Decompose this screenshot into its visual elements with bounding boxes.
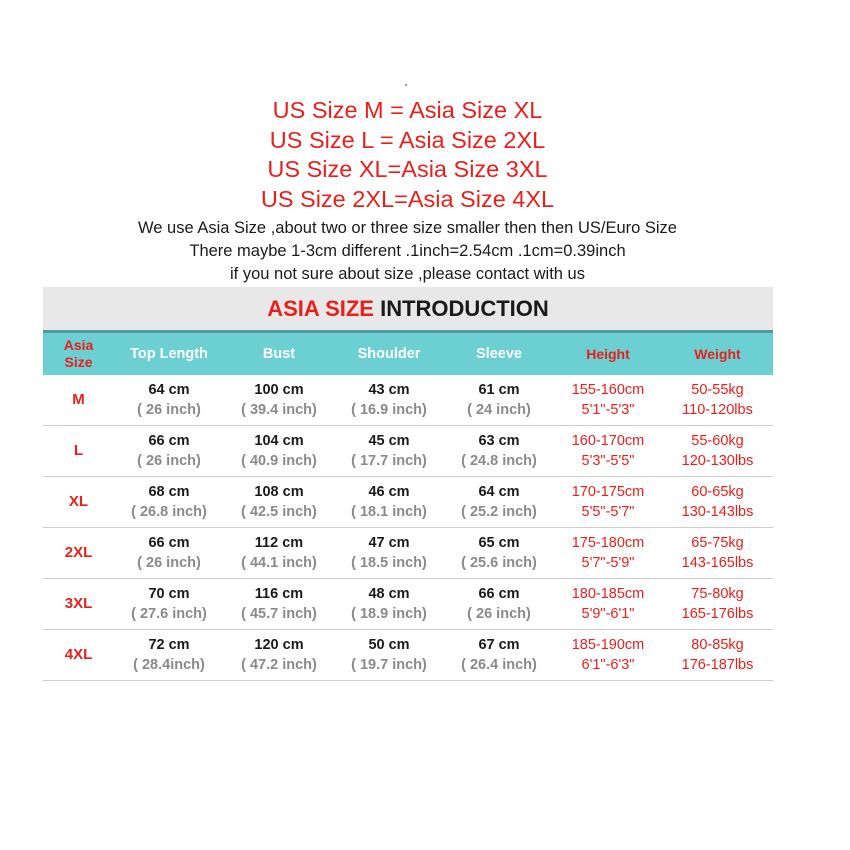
table-row-l bbox=[43, 426, 773, 477]
cell-shoulder bbox=[334, 477, 444, 528]
banner-title-red: ASIA SIZE bbox=[267, 296, 374, 321]
top-length-inch: ( 28.4inch) bbox=[133, 657, 205, 673]
conversion-line-l: US Size L = Asia Size 2XL bbox=[269, 126, 546, 153]
header-sleeve: Sleeve bbox=[444, 333, 554, 375]
cell-height bbox=[554, 426, 662, 477]
cell-sleeve bbox=[444, 579, 554, 630]
sleeve-inch: ( 24 inch) bbox=[467, 402, 531, 418]
height-ft: 6'1"-6'3" bbox=[581, 657, 635, 673]
cell-sleeve bbox=[444, 375, 554, 426]
cell-bust bbox=[224, 426, 334, 477]
row-size-label: L bbox=[43, 426, 114, 477]
bust-cm: 104 cm bbox=[254, 433, 304, 449]
weight-lbs: 165-176lbs bbox=[681, 606, 754, 622]
row-size-label: 4XL bbox=[43, 630, 114, 681]
shoulder-inch: ( 19.7 inch) bbox=[351, 657, 427, 673]
table-header-row bbox=[43, 333, 773, 375]
cell-weight bbox=[662, 477, 773, 528]
height-cm: 180-185cm bbox=[571, 586, 645, 602]
header-asia-size-line2: Size bbox=[64, 354, 93, 370]
bust-cm: 112 cm bbox=[254, 535, 304, 551]
shoulder-cm: 48 cm bbox=[368, 586, 410, 602]
bust-cm: 108 cm bbox=[254, 484, 304, 500]
cell-sleeve bbox=[444, 630, 554, 681]
weight-kg: 55-60kg bbox=[691, 433, 744, 449]
weight-kg: 50-55kg bbox=[691, 382, 744, 398]
height-cm: 175-180cm bbox=[571, 535, 645, 551]
top-length-inch: ( 26 inch) bbox=[137, 402, 201, 418]
height-cm: 170-175cm bbox=[571, 484, 645, 500]
cell-bust bbox=[224, 630, 334, 681]
header-shoulder: Shoulder bbox=[334, 333, 444, 375]
cell-top-length bbox=[114, 426, 224, 477]
weight-lbs: 130-143lbs bbox=[681, 504, 754, 520]
shoulder-inch: ( 18.5 inch) bbox=[351, 555, 427, 571]
cell-bust bbox=[224, 528, 334, 579]
cell-top-length bbox=[114, 630, 224, 681]
table-row-xl bbox=[43, 477, 773, 528]
cell-height bbox=[554, 375, 662, 426]
cell-height bbox=[554, 630, 662, 681]
top-length-cm: 72 cm bbox=[148, 637, 190, 653]
cell-bust bbox=[224, 579, 334, 630]
height-ft: 5'1"-5'3" bbox=[581, 402, 635, 418]
sleeve-cm: 63 cm bbox=[478, 433, 520, 449]
bust-inch: ( 45.7 inch) bbox=[241, 606, 317, 622]
table-row-m bbox=[43, 375, 773, 426]
top-length-cm: 66 cm bbox=[148, 535, 190, 551]
table-title-banner bbox=[43, 287, 773, 330]
cell-shoulder bbox=[334, 630, 444, 681]
weight-kg: 75-80kg bbox=[691, 586, 744, 602]
banner-title-dark: INTRODUCTION bbox=[380, 296, 549, 321]
sleeve-cm: 66 cm bbox=[478, 586, 520, 602]
top-length-cm: 64 cm bbox=[148, 382, 190, 398]
cell-weight bbox=[662, 579, 773, 630]
header-bust: Bust bbox=[224, 333, 334, 375]
conversion-line-m: US Size M = Asia Size XL bbox=[272, 97, 543, 123]
bust-inch: ( 39.4 inch) bbox=[241, 402, 317, 418]
size-notes bbox=[0, 217, 815, 286]
weight-lbs: 120-130lbs bbox=[681, 453, 754, 469]
top-length-cm: 70 cm bbox=[148, 586, 190, 602]
cell-sleeve bbox=[444, 528, 554, 579]
cell-bust bbox=[224, 375, 334, 426]
sleeve-cm: 65 cm bbox=[478, 535, 520, 551]
shoulder-cm: 47 cm bbox=[368, 535, 410, 551]
cell-height bbox=[554, 579, 662, 630]
top-length-cm: 68 cm bbox=[148, 484, 190, 500]
sleeve-cm: 67 cm bbox=[478, 637, 520, 653]
top-length-inch: ( 26 inch) bbox=[137, 453, 201, 469]
note-asia-size: We use Asia Size ,about two or three size smaller then then US/Euro Size bbox=[138, 219, 677, 237]
sleeve-inch: ( 25.6 inch) bbox=[461, 555, 537, 571]
weight-kg: 60-65kg bbox=[691, 484, 744, 500]
height-ft: 5'3"-5'5" bbox=[581, 453, 635, 469]
conversion-line-2xl: US Size 2XL=Asia Size 4XL bbox=[260, 185, 555, 212]
height-cm: 155-160cm bbox=[571, 382, 645, 398]
shoulder-inch: ( 18.9 inch) bbox=[351, 606, 427, 622]
sleeve-inch: ( 24.8 inch) bbox=[461, 453, 537, 469]
table-row-2xl bbox=[43, 528, 773, 579]
sleeve-cm: 64 cm bbox=[478, 484, 520, 500]
weight-lbs: 176-187lbs bbox=[681, 657, 754, 673]
sleeve-cm: 61 cm bbox=[478, 382, 520, 398]
height-cm: 160-170cm bbox=[571, 433, 645, 449]
row-size-label: 2XL bbox=[43, 528, 114, 579]
row-size-label: XL bbox=[43, 477, 114, 528]
bust-cm: 116 cm bbox=[254, 586, 304, 602]
note-tolerance: There maybe 1-3cm different .1inch=2.54cm .1cm=0.39inch bbox=[189, 242, 626, 260]
cell-sleeve bbox=[444, 426, 554, 477]
cell-bust bbox=[224, 477, 334, 528]
cell-weight bbox=[662, 375, 773, 426]
top-length-inch: ( 26 inch) bbox=[137, 555, 201, 571]
header-top-length: Top Length bbox=[114, 333, 224, 375]
cell-shoulder bbox=[334, 528, 444, 579]
weight-kg: 80-85kg bbox=[691, 637, 744, 653]
shoulder-cm: 45 cm bbox=[368, 433, 410, 449]
row-size-label: M bbox=[43, 375, 114, 426]
cell-height bbox=[554, 477, 662, 528]
cell-top-length bbox=[114, 528, 224, 579]
cell-top-length bbox=[114, 579, 224, 630]
table-row-4xl bbox=[43, 630, 773, 681]
sleeve-inch: ( 26.4 inch) bbox=[461, 657, 537, 673]
height-ft: 5'9"-6'1" bbox=[581, 606, 635, 622]
bust-cm: 120 cm bbox=[254, 637, 304, 653]
shoulder-cm: 50 cm bbox=[368, 637, 410, 653]
decorative-dot bbox=[405, 84, 407, 86]
shoulder-inch: ( 17.7 inch) bbox=[351, 453, 427, 469]
sleeve-inch: ( 26 inch) bbox=[467, 606, 531, 622]
cell-height bbox=[554, 528, 662, 579]
row-size-label: 3XL bbox=[43, 579, 114, 630]
shoulder-inch: ( 18.1 inch) bbox=[351, 504, 427, 520]
weight-kg: 65-75kg bbox=[691, 535, 744, 551]
cell-weight bbox=[662, 630, 773, 681]
cell-top-length bbox=[114, 375, 224, 426]
conversion-line-xl: US Size XL=Asia Size 3XL bbox=[267, 156, 548, 182]
bust-inch: ( 42.5 inch) bbox=[241, 504, 317, 520]
weight-lbs: 110-120lbs bbox=[682, 402, 753, 418]
shoulder-cm: 46 cm bbox=[368, 484, 410, 500]
bust-inch: ( 44.1 inch) bbox=[241, 555, 317, 571]
cell-weight bbox=[662, 528, 773, 579]
height-cm: 185-190cm bbox=[571, 637, 645, 653]
header-asia-size-line1: Asia bbox=[63, 337, 94, 353]
weight-lbs: 143-165lbs bbox=[681, 555, 754, 571]
bust-inch: ( 47.2 inch) bbox=[241, 657, 317, 673]
header-height: Height bbox=[554, 333, 662, 375]
cell-shoulder bbox=[334, 426, 444, 477]
sleeve-inch: ( 25.2 inch) bbox=[461, 504, 537, 520]
shoulder-cm: 43 cm bbox=[368, 382, 410, 398]
size-conversion-headlines bbox=[0, 96, 815, 214]
bust-cm: 100 cm bbox=[254, 382, 304, 398]
header-asia-size bbox=[43, 333, 114, 375]
cell-shoulder bbox=[334, 579, 444, 630]
top-length-inch: ( 27.6 inch) bbox=[131, 606, 207, 622]
height-ft: 5'7"-5'9" bbox=[581, 555, 635, 571]
note-contact: if you not sure about size ,please contact with us bbox=[230, 265, 585, 283]
header-weight: Weight bbox=[662, 333, 773, 375]
shoulder-inch: ( 16.9 inch) bbox=[351, 402, 427, 418]
cell-top-length bbox=[114, 477, 224, 528]
height-ft: 5'5"-5'7" bbox=[581, 504, 635, 520]
cell-shoulder bbox=[334, 375, 444, 426]
size-chart-table bbox=[43, 333, 773, 681]
cell-weight bbox=[662, 426, 773, 477]
cell-sleeve bbox=[444, 477, 554, 528]
table-row-3xl bbox=[43, 579, 773, 630]
top-length-inch: ( 26.8 inch) bbox=[131, 504, 207, 520]
bust-inch: ( 40.9 inch) bbox=[241, 453, 317, 469]
top-length-cm: 66 cm bbox=[148, 433, 190, 449]
